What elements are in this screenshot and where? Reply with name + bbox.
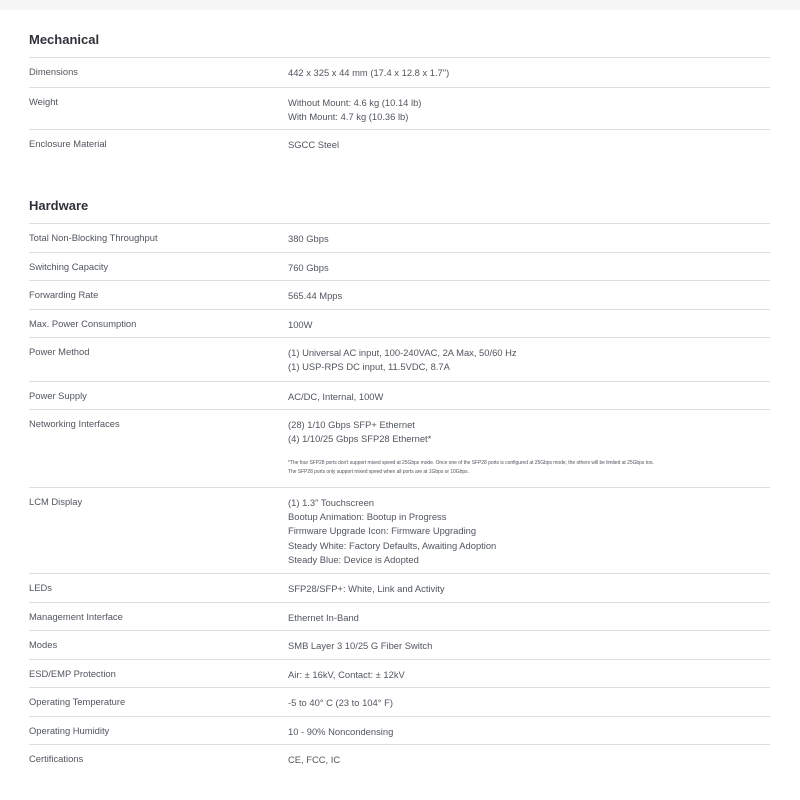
spec-value bbox=[288, 96, 768, 124]
spec-label: Forwarding Rate bbox=[29, 289, 99, 300]
spec-value bbox=[288, 668, 768, 682]
spec-row-esd-emp bbox=[29, 660, 770, 688]
spec-label: Power Method bbox=[29, 346, 90, 357]
spec-row-power-supply bbox=[29, 382, 770, 410]
spec-label: Dimensions bbox=[29, 66, 78, 77]
spec-row-leds bbox=[29, 574, 770, 603]
spec-value-line: Firmware Upgrade Icon: Firmware Upgrading bbox=[288, 525, 477, 537]
spec-value-line: AC/DC, Internal, 100W bbox=[288, 391, 384, 402]
spec-value-line: 380 Gbps bbox=[288, 233, 329, 244]
spec-value-line: (1) USP-RPS DC input, 11.5VDC, 8.7A bbox=[288, 361, 450, 373]
spec-label: LEDs bbox=[29, 582, 52, 593]
spec-value bbox=[288, 390, 768, 404]
footnote-line: *The four SFP28 ports don't support mixed speed at 25Gbps mode. Once one of the SFP28 ports is configured at 25Gbps mode, the others will be limited at 25Gbps too. bbox=[288, 460, 654, 467]
spec-row-lcm-display bbox=[29, 488, 770, 574]
spec-value bbox=[288, 232, 768, 246]
spec-value-line: Without Mount: 4.6 kg (10.14 lb) bbox=[288, 97, 422, 108]
spec-row-operating-humidity bbox=[29, 717, 770, 745]
spec-value bbox=[288, 611, 768, 625]
spec-row-networking-interfaces bbox=[29, 410, 770, 488]
spec-value bbox=[288, 66, 768, 80]
spec-value-line: CE, FCC, IC bbox=[288, 754, 341, 765]
spec-value-line: Air: ± 16kV, Contact: ± 12kV bbox=[288, 669, 405, 680]
spec-value bbox=[288, 346, 768, 374]
spec-value bbox=[288, 138, 768, 152]
hardware-section bbox=[29, 196, 770, 773]
spec-row-operating-temperature bbox=[29, 688, 770, 717]
hardware-section-title: Hardware bbox=[29, 196, 770, 224]
spec-value bbox=[288, 582, 768, 596]
spec-row-modes bbox=[29, 631, 770, 660]
spec-value bbox=[288, 418, 768, 477]
spec-row-switching-capacity bbox=[29, 253, 770, 281]
footnote-line: The SFP28 ports only support mixed speed when all ports are at 1Gbps or 10Gbps. bbox=[288, 469, 469, 476]
spec-value-line: -5 to 40° C (23 to 104° F) bbox=[288, 697, 393, 708]
spec-value-line: 10 - 90% Noncondensing bbox=[288, 726, 394, 737]
spec-row-throughput bbox=[29, 224, 770, 253]
spec-value bbox=[288, 753, 768, 767]
spec-value-line: With Mount: 4.7 kg (10.36 lb) bbox=[288, 111, 409, 123]
spec-label: Networking Interfaces bbox=[29, 418, 120, 429]
mechanical-section bbox=[29, 30, 770, 160]
spec-value bbox=[288, 289, 768, 303]
spec-value-line: Steady Blue: Device is Adopted bbox=[288, 553, 419, 565]
spec-label: Certifications bbox=[29, 753, 84, 764]
spec-label: Power Supply bbox=[29, 390, 87, 401]
spec-value bbox=[288, 496, 768, 567]
spec-value-line: 760 Gbps bbox=[288, 262, 329, 273]
spec-value-line: Ethernet In-Band bbox=[288, 612, 359, 623]
spec-sheet bbox=[29, 30, 770, 773]
spec-label: Max. Power Consumption bbox=[29, 318, 137, 329]
spec-row-max-power bbox=[29, 310, 770, 338]
spec-value-line: Steady White: Factory Defaults, Awaiting Adoption bbox=[288, 539, 497, 551]
mechanical-section-title: Mechanical bbox=[29, 30, 770, 58]
spec-label: Operating Temperature bbox=[29, 696, 126, 707]
spec-label: Total Non-Blocking Throughput bbox=[29, 232, 158, 243]
spec-value bbox=[288, 725, 768, 739]
spec-row-enclosure-material bbox=[29, 130, 770, 160]
spec-value bbox=[288, 261, 768, 275]
spec-value-line: (1) 1.3" Touchscreen bbox=[288, 497, 375, 508]
spec-row-certifications bbox=[29, 745, 770, 773]
spec-label: Operating Humidity bbox=[29, 725, 110, 736]
spec-value-line: SFP28/SFP+: White, Link and Activity bbox=[288, 583, 445, 594]
spec-value bbox=[288, 318, 768, 332]
spec-row-dimensions bbox=[29, 58, 770, 88]
spec-row-management-interface bbox=[29, 603, 770, 631]
spec-label: Switching Capacity bbox=[29, 261, 109, 272]
spec-value-line: (4) 1/10/25 Gbps SFP28 Ethernet* bbox=[288, 433, 432, 445]
footnote bbox=[288, 459, 768, 477]
spec-label: Modes bbox=[29, 639, 58, 650]
spec-value-line: Bootup Animation: Bootup in Progress bbox=[288, 511, 447, 523]
spec-label: ESD/EMP Protection bbox=[29, 668, 116, 679]
spec-label: LCM Display bbox=[29, 496, 83, 507]
spec-value-line: (1) Universal AC input, 100-240VAC, 2A Max, 50/60 Hz bbox=[288, 347, 517, 358]
spec-value-line: 442 x 325 x 44 mm (17.4 x 12.8 x 1.7") bbox=[288, 67, 450, 78]
spec-row-power-method bbox=[29, 338, 770, 382]
spec-row-weight bbox=[29, 88, 770, 130]
spec-value bbox=[288, 696, 768, 710]
spec-value-line: SMB Layer 3 10/25 G Fiber Switch bbox=[288, 640, 433, 651]
spec-value-line: (28) 1/10 Gbps SFP+ Ethernet bbox=[288, 419, 415, 430]
spec-value-line: 100W bbox=[288, 319, 313, 330]
top-strip bbox=[0, 0, 800, 10]
spec-label: Enclosure Material bbox=[29, 138, 107, 149]
spec-value-line: 565.44 Mpps bbox=[288, 290, 343, 301]
spec-value bbox=[288, 639, 768, 653]
spec-value-line: SGCC Steel bbox=[288, 139, 340, 150]
spec-row-forwarding-rate bbox=[29, 281, 770, 310]
spec-label: Management Interface bbox=[29, 611, 123, 622]
spec-label: Weight bbox=[29, 96, 59, 107]
